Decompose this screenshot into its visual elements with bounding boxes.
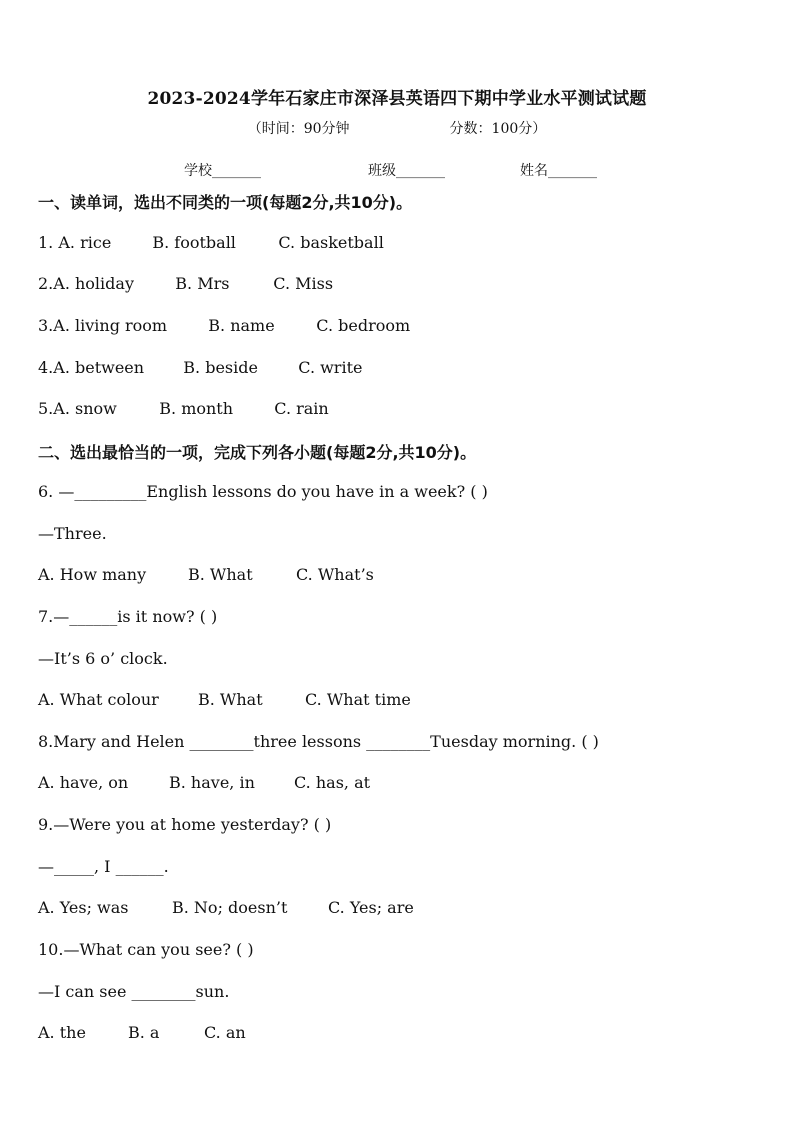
option-c: C. Yes; are	[328, 898, 414, 917]
options-7	[38, 690, 411, 709]
question-2	[38, 274, 333, 293]
options-10	[38, 1023, 246, 1042]
option-c: C. has, at	[294, 773, 371, 792]
option-a: A. have, on	[38, 773, 129, 792]
option-c: C. write	[298, 358, 363, 377]
question-1	[38, 233, 384, 252]
option-c: C. an	[204, 1023, 246, 1042]
options-8	[38, 773, 370, 792]
options-9	[38, 898, 414, 917]
question-7: 7.—______is it now? ( )	[38, 607, 218, 626]
question-number: 1.	[38, 233, 59, 252]
answer-6: —Three.	[38, 524, 107, 543]
class-field: 班级_______	[368, 163, 445, 179]
question-number: 5.	[38, 399, 54, 418]
question-6: 6. —_________English lessons do you have in a week? ( )	[38, 482, 488, 501]
question-4	[38, 358, 362, 377]
answer-7: —It’s 6 o’ clock.	[38, 649, 168, 668]
option-c: C. bedroom	[316, 316, 411, 335]
question-9: 9.—Were you at home yesterday? ( )	[38, 815, 332, 834]
question-number: 4.	[38, 358, 54, 377]
section2-heading: 二、选出最恰当的一项，完成下列各小题(每题2分,共10分)。	[38, 443, 477, 462]
answer-10: —I can see ________sun.	[38, 982, 230, 1001]
option-b: B. have, in	[169, 773, 255, 792]
exam-score: 分数：100分）	[449, 121, 547, 137]
question-number: 2.	[38, 274, 54, 293]
question-8: 8.Mary and Helen ________three lessons ________Tuesday morning. ( )	[38, 732, 599, 751]
school-field: 学校_______	[184, 163, 261, 179]
option-c: C. Miss	[273, 274, 334, 293]
options-6	[38, 565, 374, 584]
option-a: A. between	[53, 358, 145, 377]
option-b: B. What	[188, 565, 253, 584]
option-a: A. the	[38, 1023, 86, 1042]
option-b: B. Mrs	[175, 274, 230, 293]
page-title: 2023-2024学年石家庄市深泽县英语四下期中学业水平测试试题	[147, 89, 647, 109]
option-b: B. No; doesn’t	[172, 898, 288, 917]
option-b: B. football	[152, 233, 236, 252]
option-a: A. Yes; was	[38, 898, 129, 917]
option-b: B. What	[198, 690, 263, 709]
option-b: B. a	[128, 1023, 160, 1042]
exam-time: （时间：90分钟	[247, 121, 350, 137]
answer-9: —_____, I ______.	[38, 857, 169, 876]
question-number: 3.	[38, 316, 54, 335]
question-3	[38, 316, 410, 335]
option-b: B. beside	[183, 358, 258, 377]
exam-meta	[0, 118, 794, 138]
option-a: A. snow	[53, 399, 117, 418]
name-field: 姓名_______	[520, 163, 597, 179]
option-a: A. How many	[38, 565, 147, 584]
option-c: C. What time	[305, 690, 411, 709]
option-c: C. rain	[274, 399, 329, 418]
question-5	[38, 399, 329, 418]
option-a: A. living room	[53, 316, 168, 335]
option-a: A. holiday	[53, 274, 134, 293]
option-b: B. name	[208, 316, 275, 335]
option-c: C. basketball	[278, 233, 384, 252]
option-a: A. What colour	[38, 690, 159, 709]
option-c: C. What’s	[296, 565, 374, 584]
option-b: B. month	[159, 399, 234, 418]
question-10: 10.—What can you see? ( )	[38, 940, 254, 959]
option-a: A. rice	[58, 233, 112, 252]
section1-heading: 一、读单词，选出不同类的一项(每题2分,共10分)。	[38, 193, 413, 212]
